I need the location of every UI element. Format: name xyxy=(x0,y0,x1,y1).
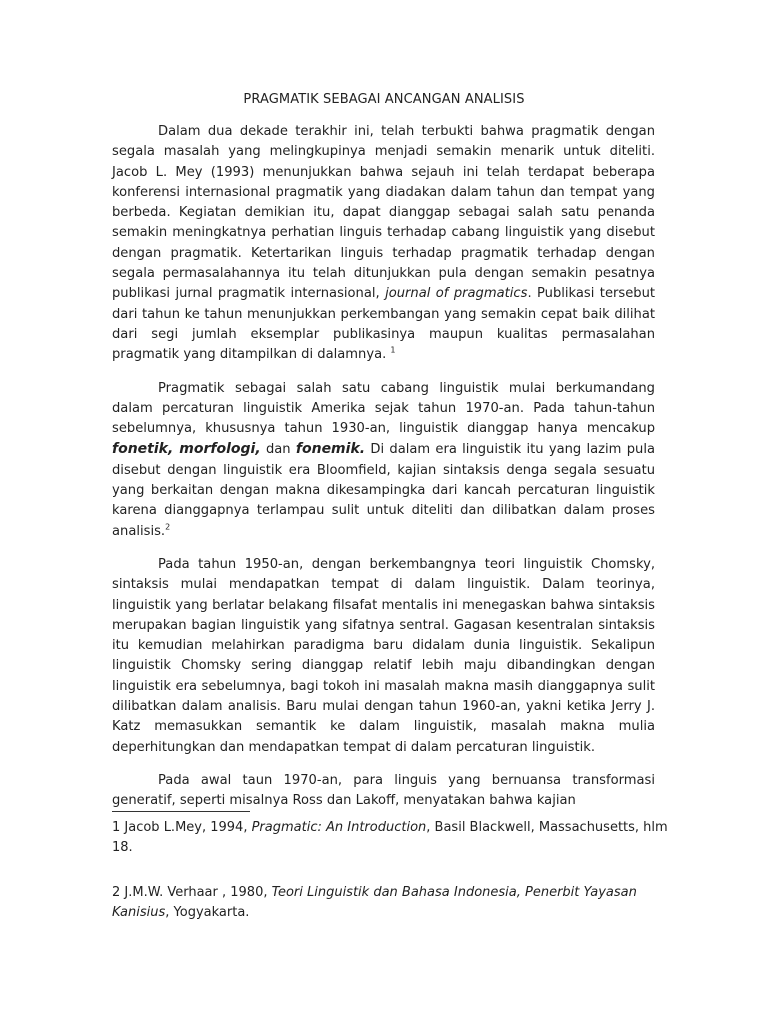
footnote-1-text: 1 Jacob L.Mey, 1994, xyxy=(112,820,252,835)
footnote-2 xyxy=(112,883,672,922)
footnote-1-text-end: , Basil Blackwell, Massachusetts, hlm 18. xyxy=(112,820,668,855)
paragraph-2 xyxy=(112,379,655,542)
paragraph-1 xyxy=(112,122,655,366)
footnotes xyxy=(112,818,672,948)
paragraph-2-text-end: Di dalam era linguistik itu yang lazim pula disebut dengan linguistik era Bloomfield, kajian sintaksis denga segala sesuatu yang berkaitan dengan makna dikesampingka dari kancah percaturan linguistik karena dianggapnya terlampau sulit untuk diteliti dan dilibatkan dalam proses analisis. xyxy=(112,442,655,539)
footnote-ref-2: 2 xyxy=(165,522,171,532)
footnote-ref-1: 1 xyxy=(390,345,396,355)
term-fonemik: fonemik. xyxy=(295,441,366,458)
journal-title: journal of pragmatics xyxy=(385,286,528,302)
footnote-1-book-title: Pragmatic: An Introduction xyxy=(251,820,427,835)
footnote-2-book-title: Teori Linguistik dan Bahasa Indonesia, Penerbit Yayasan Kanisius xyxy=(112,885,637,920)
document-title: PRAGMATIK SEBAGAI ANCANGAN ANALISIS xyxy=(243,92,525,107)
paragraph-2-conj: dan xyxy=(260,442,296,458)
term-fonetik-morfologi: fonetik, morfologi, xyxy=(112,441,261,458)
footnote-1 xyxy=(112,818,672,857)
footnote-2-text-end: , Yogyakarta. xyxy=(165,904,250,920)
document-body xyxy=(112,122,655,812)
footnote-2-text: 2 J.M.W. Verhaar , 1980, xyxy=(112,885,272,900)
paragraph-3: Pada tahun 1950-an, dengan berkembangnya teori linguistik Chomsky, sintaksis mulai mendapatkan tempat di dalam linguistik. Dalam teorinya, linguistik yang berlatar belakang filsafat mentalis ini menegaskan bahwa sintaksis merupakan bagian linguistik yang sifatnya sentral. Gagasan kesentralan sintaksis itu kemudian melahirkan paradigma baru didalam dunia linguistik. Sekalipun linguistik Chomsky sering dianggap relatif lebih maju dibandingkan dengan linguistik era sebelumnya, bagi tokoh ini masalah makna masih dianggapnya sulit dilibatkan dalam analisis. Baru mulai dengan tahun 1960-an, yakni ketika Jerry J. Katz memasukkan semantik ke dalam linguistik, masalah makna mulia deperhitungkan dan mendapatkan tempat di dalam percaturan linguistik. xyxy=(112,556,655,755)
footnote-separator xyxy=(112,811,250,812)
paragraph-1-text: Dalam dua dekade terakhir ini, telah terbukti bahwa pragmatik dengan segala masalah yang melingkupinya menjadi semakin menarik untuk diteliti. Jacob L. Mey (1993) menunjukkan bahwa sejauh ini telah terdapat beberapa konferensi internasional pragmatik yang diadakan dalam tahun dan tempat yang berbeda. Kegiatan demikian itu, dapat dianggap sebagai salah satu penanda semakin meningkatnya perhatian linguis terhadap cabang linguistik yang disebut dengan pragmatik. Ketertarikan linguis terhadap pragmatik terhadap dengan segala permasalahannya itu telah ditunjukkan pula dengan semakin pesatnya publikasi jurnal pragmatik internasional, xyxy=(112,124,655,302)
paragraph-1-text-end: . Publikasi tersebut dari tahun ke tahun menunjukkan perkembangan yang semakin cepat baik dilihat dari segi jumlah eksemplar publikasinya maupun kualitas permasalahan pragmatik yang ditampilkan di dalamnya. xyxy=(112,286,656,363)
paragraph-2-text: Pragmatik sebagai salah satu cabang linguistik mulai berkumandang dalam percaturan linguistik Amerika sejak tahun 1970-an. Pada tahun-tahun sebelumnya, khususnya tahun 1930-an, linguistik dianggap hanya mencakup xyxy=(112,380,655,437)
paragraph-4: Pada awal taun 1970-an, para linguis yang bernuansa transformasi generatif, seperti misalnya Ross dan Lakoff, menyatakan bahwa kajian xyxy=(112,772,655,809)
